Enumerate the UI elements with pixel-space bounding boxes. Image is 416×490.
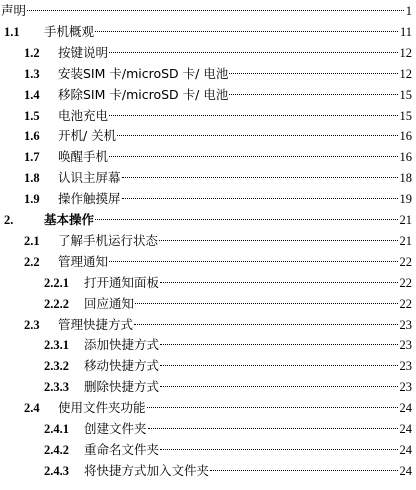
toc-number: 2.1 xyxy=(24,233,40,248)
toc-title: 手机概观 xyxy=(44,23,95,39)
toc-title: 管理通知 xyxy=(58,253,109,269)
toc-page-number: 22 xyxy=(399,254,412,269)
toc-number: 1.3 xyxy=(24,66,40,81)
toc-page-number: 18 xyxy=(399,171,412,186)
dot-leader xyxy=(27,10,404,11)
toc-title: 重命名文件夹 xyxy=(84,441,160,457)
toc-title: 使用文件夹功能 xyxy=(58,400,146,416)
toc-page-number: 15 xyxy=(399,87,412,102)
toc-title: 将快捷方式加入文件夹 xyxy=(84,462,210,478)
toc-entry[interactable] xyxy=(44,377,412,397)
dot-leader xyxy=(95,31,398,32)
toc-page-number: 1 xyxy=(405,4,412,18)
toc-entry[interactable] xyxy=(24,189,412,209)
toc-number: 2.4.2 xyxy=(44,442,69,457)
dot-leader xyxy=(160,282,397,283)
toc-entry[interactable] xyxy=(1,1,412,21)
toc-page-number: 12 xyxy=(399,45,412,60)
dot-leader xyxy=(160,344,397,345)
toc-entry[interactable] xyxy=(24,126,412,146)
dot-leader xyxy=(210,470,397,471)
toc-page-number: 23 xyxy=(399,359,412,374)
toc-title: 了解手机运行状态 xyxy=(58,232,159,248)
toc-number: 1.5 xyxy=(24,108,40,123)
toc-number: 1.4 xyxy=(24,87,40,102)
toc-page-number: 15 xyxy=(399,108,412,123)
dot-leader xyxy=(160,449,397,450)
toc-page-number: 24 xyxy=(399,442,412,457)
dot-leader xyxy=(159,240,397,241)
toc-page-number: 24 xyxy=(399,401,412,416)
toc-entry[interactable] xyxy=(4,22,412,42)
toc-title: 管理快捷方式 xyxy=(58,316,134,332)
toc-number: 1.8 xyxy=(24,171,40,186)
dot-leader xyxy=(95,219,397,220)
toc-number: 1.7 xyxy=(24,150,40,165)
dot-leader xyxy=(229,73,397,74)
toc-number: 2.3.1 xyxy=(44,338,69,353)
toc-title: 电池充电 xyxy=(58,107,109,123)
toc-entry[interactable] xyxy=(24,85,412,105)
dot-leader xyxy=(117,135,397,136)
toc-number: 2.4.1 xyxy=(44,422,69,436)
toc-number: 2.2 xyxy=(24,254,40,269)
dot-leader xyxy=(109,261,397,262)
toc-page-number: 23 xyxy=(399,380,412,395)
toc-title: 回应通知 xyxy=(84,295,135,311)
dot-leader xyxy=(148,428,398,429)
toc-number: 2.4.3 xyxy=(44,463,69,478)
toc-number: 2.4 xyxy=(24,401,40,416)
dot-leader xyxy=(134,324,397,325)
toc-number: 2.2.1 xyxy=(44,275,69,290)
toc-title: 打开通知面板 xyxy=(84,274,160,290)
toc-title: 移动快捷方式 xyxy=(84,358,160,374)
toc-title: 按键说明 xyxy=(58,44,109,60)
toc-page-number: 21 xyxy=(399,233,412,248)
toc-entry[interactable] xyxy=(4,210,412,230)
toc-page-number: 24 xyxy=(399,422,412,436)
toc-page-number: 22 xyxy=(399,275,412,290)
dot-leader xyxy=(147,407,398,408)
toc-entry[interactable] xyxy=(24,168,412,188)
toc-number: 1.9 xyxy=(24,192,40,207)
toc-title: 安装SIM 卡/microSD 卡/ 电池 xyxy=(58,65,229,81)
dot-leader xyxy=(160,386,397,387)
toc-number: 2.3.2 xyxy=(44,359,69,374)
toc-entry[interactable] xyxy=(44,440,412,460)
toc-number: 2. xyxy=(4,213,14,227)
toc-entry[interactable] xyxy=(24,64,412,84)
toc-title: 认识主屏幕 xyxy=(58,170,121,186)
toc-page-number: 12 xyxy=(399,66,412,81)
toc-page-number: 11 xyxy=(399,24,412,39)
toc-entry[interactable] xyxy=(44,356,412,376)
toc-entry[interactable] xyxy=(44,419,412,439)
toc-page-number: 23 xyxy=(399,338,412,353)
dot-leader xyxy=(122,177,398,178)
toc-title: 创建文件夹 xyxy=(84,421,147,436)
toc-page-number: 21 xyxy=(399,213,412,227)
toc-title: 移除SIM 卡/microSD 卡/ 电池 xyxy=(58,86,229,102)
toc-entry[interactable] xyxy=(44,335,412,355)
dot-leader xyxy=(229,94,397,95)
toc-title: 声明 xyxy=(1,3,27,18)
toc-entry[interactable] xyxy=(24,315,412,335)
toc-entry[interactable] xyxy=(44,461,412,481)
toc-entry[interactable] xyxy=(24,252,412,272)
toc-title: 添加快捷方式 xyxy=(84,337,160,353)
toc-title: 基本操作 xyxy=(44,212,95,227)
toc-entry[interactable] xyxy=(44,294,412,314)
toc-page-number: 24 xyxy=(399,463,412,478)
toc-entry[interactable] xyxy=(24,398,412,418)
toc-number: 2.3.3 xyxy=(44,380,69,395)
toc-number: 1.2 xyxy=(24,45,40,60)
toc-page-number: 19 xyxy=(399,192,412,207)
toc-title: 删除快捷方式 xyxy=(84,379,160,395)
toc-entry[interactable] xyxy=(24,106,412,126)
toc-entry[interactable] xyxy=(24,43,412,63)
toc-number: 1.1 xyxy=(4,24,20,39)
toc-entry[interactable] xyxy=(24,231,412,251)
dot-leader xyxy=(109,115,397,116)
toc-number: 2.2.2 xyxy=(44,296,69,311)
toc-page-number: 23 xyxy=(399,317,412,332)
dot-leader xyxy=(122,198,398,199)
toc-page-number: 16 xyxy=(399,150,412,165)
toc-title: 唤醒手机 xyxy=(58,149,109,165)
toc-title: 操作触摸屏 xyxy=(58,191,121,207)
toc-page-number: 22 xyxy=(399,296,412,311)
dot-leader xyxy=(160,365,397,366)
toc-entry[interactable] xyxy=(24,147,412,167)
toc-entry[interactable] xyxy=(44,273,412,293)
dot-leader xyxy=(135,303,397,304)
toc-number: 1.6 xyxy=(24,129,40,144)
toc-title: 开机/ 关机 xyxy=(58,128,117,144)
dot-leader xyxy=(109,156,397,157)
toc-number: 2.3 xyxy=(24,317,40,332)
toc-page-number: 16 xyxy=(399,129,412,144)
dot-leader xyxy=(109,52,397,53)
